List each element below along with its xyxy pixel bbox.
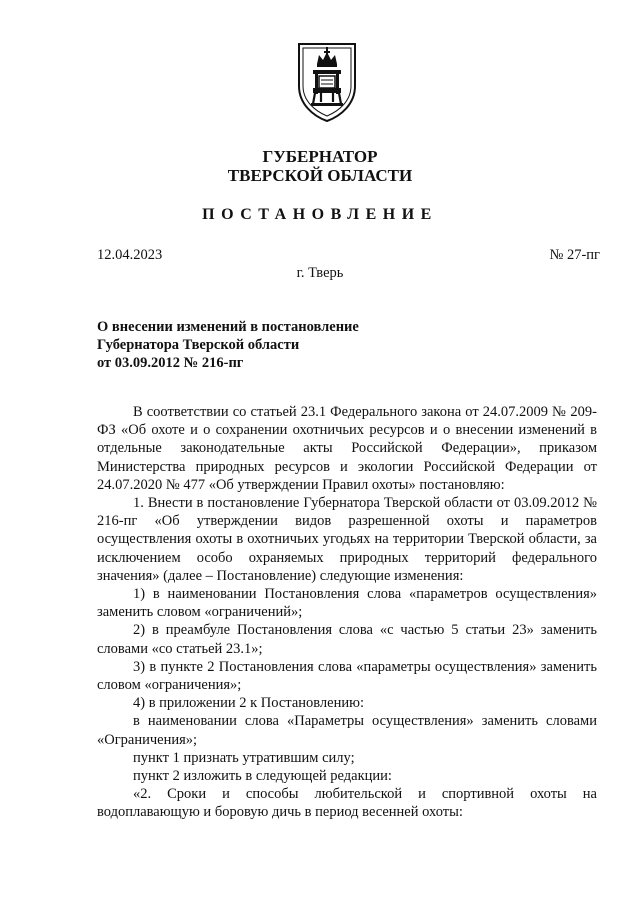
change-3-paragraph: 3) в пункте 2 Постановления слова «параметры осуществления» заменить словом «ограничения»; <box>97 658 597 694</box>
change-2-paragraph: 2) в преамбуле Постановления слова «с частью 5 статьи 23» заменить словами «со статьей 23.1»; <box>97 622 597 657</box>
issuer-title-line2: ТВЕРСКОЙ ОБЛАСТИ <box>227 166 413 185</box>
clause-1-paragraph: 1. Внести в постановление Губернатора Тверской области от 03.09.2012 № 216-пг «Об утверждении видов разрешенной охоты и параметров осуществления охоты в охотничьих угодьях на территории Тверской области, за исключением особо охраняемых природных территорий федерального значения» (далее – Постановление) следующие изменения: <box>97 495 597 584</box>
document-type: ПОСТАНОВЛЕНИЕ <box>202 206 438 223</box>
document-city: г. Тверь <box>296 265 344 281</box>
document-subject <box>97 318 359 372</box>
document-body <box>97 403 597 822</box>
subject-line1: О внесении изменений в постановление <box>97 319 359 335</box>
subject-line3: от 03.09.2012 № 216-пг <box>97 355 244 371</box>
coat-of-arms-emblem <box>295 40 359 124</box>
document-number: № 27-пг <box>549 247 600 263</box>
issuer-title-line1: ГУБЕРНАТОР <box>262 147 378 166</box>
document-date: 12.04.2023 <box>97 247 163 263</box>
change-4-paragraph: 4) в приложении 2 к Постановлению: <box>133 695 364 712</box>
change-4-item2-paragraph: пункт 2 изложить в следующей редакции: <box>133 768 392 785</box>
subject-line2: Губернатора Тверской области <box>97 337 300 353</box>
new-clause-2-paragraph: «2. Сроки и способы любительской и спортивной охоты на водоплавающую и боровую дичь в период весенней охоты: <box>97 786 597 821</box>
change-4-item1-paragraph: пункт 1 признать утратившим силу; <box>133 749 355 766</box>
change-1-paragraph: 1) в наименовании Постановления слова «параметров осуществления» заменить словом «ограничений»; <box>97 586 597 621</box>
change-4-title-paragraph: в наименовании слова «Параметры осуществления» заменить словами «Ограничения»; <box>97 713 597 748</box>
preamble-paragraph: В соответствии со статьей 23.1 Федерального закона от 24.07.2009 № 209-ФЗ «Об охоте и о сохранении охотничьих ресурсов и о внесении изменений в отдельные законодательные акты Российской Федерации», приказом Министерства природных ресурсов и экологии Российской Федерации от 24.07.2020 № 477 «Об утверждении Правил охоты» постановляю: <box>97 404 597 493</box>
